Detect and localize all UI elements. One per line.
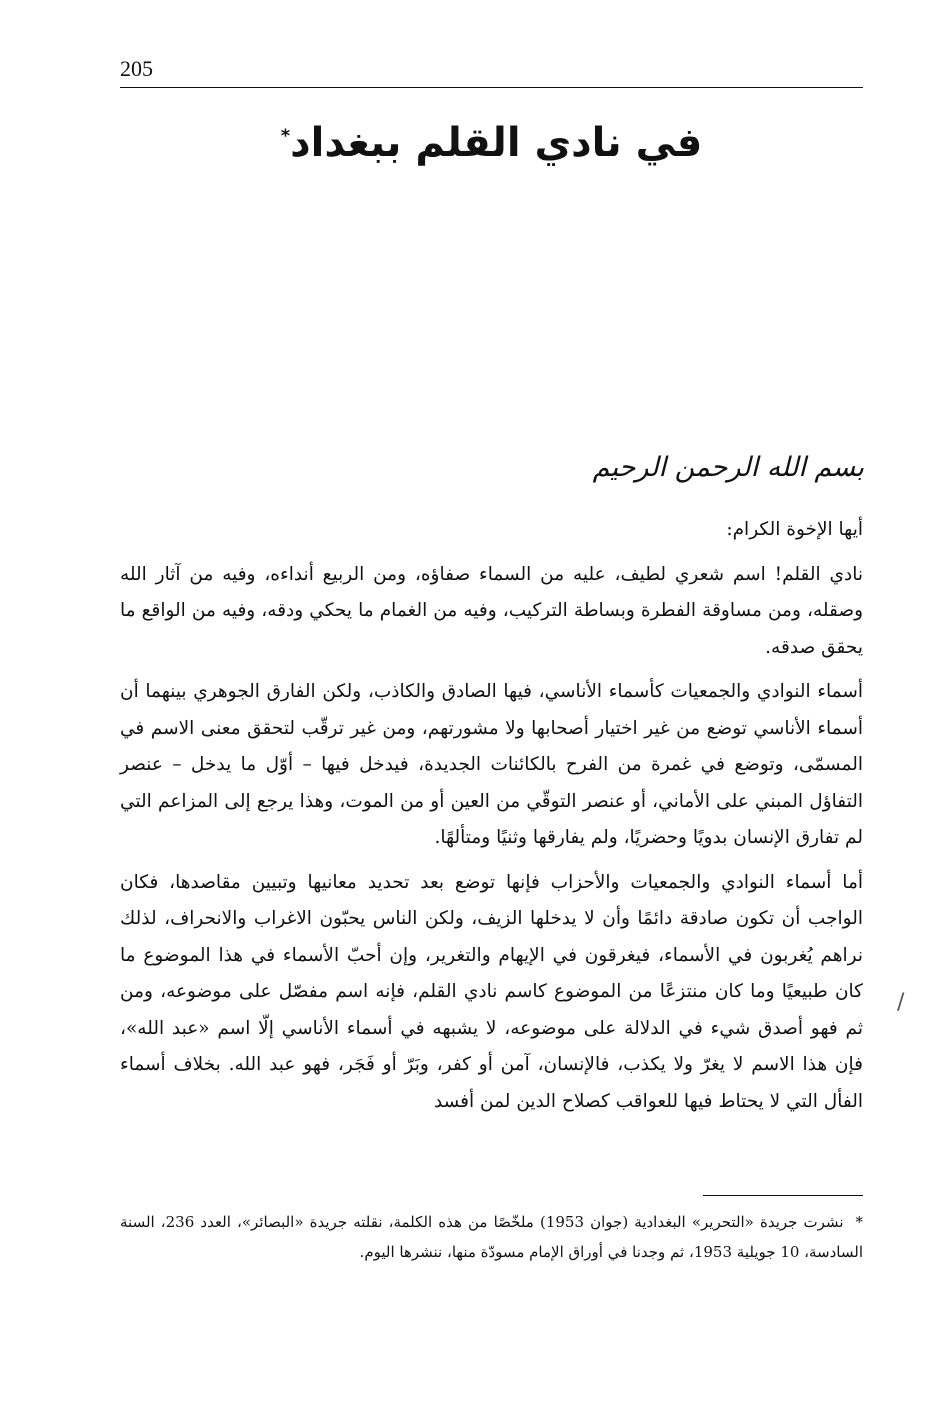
margin-mark: / — [897, 990, 905, 1015]
footnote-text: نشرت جريدة «التحرير» البغدادية (جوان 1953) ملخّصًا من هذه الكلمة، نقلته جريدة «البصائر»، العدد 236، السنة السادسة، 10 جويلية 1953، ثم وجدنا في أوراق الإمام مسودّة منها، ننشرها اليوم. — [120, 1213, 863, 1261]
chapter-title — [120, 120, 863, 166]
basmala: بسم الله الرحمن الرحيم — [592, 452, 864, 483]
page-number: 205 — [120, 56, 153, 81]
paragraph-1: نادي القلم! اسم شعري لطيف، عليه من السماء صفاؤه، ومن الربيع أنداءه، وفيه من آثار الله وصقله، ومن مساوقة الفطرة وبساطة التركيب، وفيه من الغمام ما يحكي ودقه، وفيه من الواقع ما يحقق صدقه. — [120, 563, 863, 658]
greeting: أيها الإخوة الكرام: — [726, 519, 863, 540]
paragraph-2: أسماء النوادي والجمعيات كأسماء الأناسي، فيها الصادق والكاذب، ولكن الفارق الجوهري بينهما أن أسماء الأناسي توضع من غير اختيار أصحابها ولا مشورتهم، ومن غير ترقّب لتحقق معنى الاسم في المسمّى، وتوضع في غمرة من الفرح بالكائنات الجديدة، فيدخل فيها – أوّل ما يدخل – عنصر التفاؤل المبني على الأماني، أو عنصر التوقّي من العين أو من الموت، وهذا يرجع إلى المزاعم التي لم تفارق الإنسان بدويًا وحضريًا، ولم يفارقها وثنيًا ومتألهًا. — [120, 681, 863, 848]
chapter-title-text: في نادي القلم ببغداد — [290, 120, 703, 166]
footnote — [120, 1207, 863, 1267]
footnote-marker: * — [855, 1213, 863, 1231]
title-footnote-marker: * — [280, 125, 291, 147]
header-rule — [120, 87, 863, 88]
footnote-rule — [703, 1195, 863, 1196]
paragraph-3: أما أسماء النوادي والجمعيات والأحزاب فإنها توضع بعد تحديد معانيها وتبيين مقاصدها، فكان الواجب أن تكون صادقة دائمًا وأن لا يدخلها الزيف، ولكن الناس يحبّون الاغراب والانحراف، لذلك نراهم يُغربون في الأسماء، فيغرقون في الإيهام والتغرير، وإن أحبّ الأسماء في هذا الموضوع ما كان طبيعيًا وما كان منتزعًا من الموضوع كاسم نادي القلم، فإنه اسم مفصّل على موضوعه، ومن ثم فهو أصدق شيء في الدلالة على موضوعه، لا يشبهه في أسماء الأناسي إلّا اسم «عبد الله»، فإن هذا الاسم لا يغرّ ولا يكذب، فالإنسان، آمن أو كفر، وبَرّ أو فَجَر، فهو عبد الله. بخلاف أسماء الفأل التي لا يحتاط فيها للعواقب كصلاح الدين لمن أفسد — [120, 871, 863, 1112]
body-text — [120, 512, 863, 1120]
